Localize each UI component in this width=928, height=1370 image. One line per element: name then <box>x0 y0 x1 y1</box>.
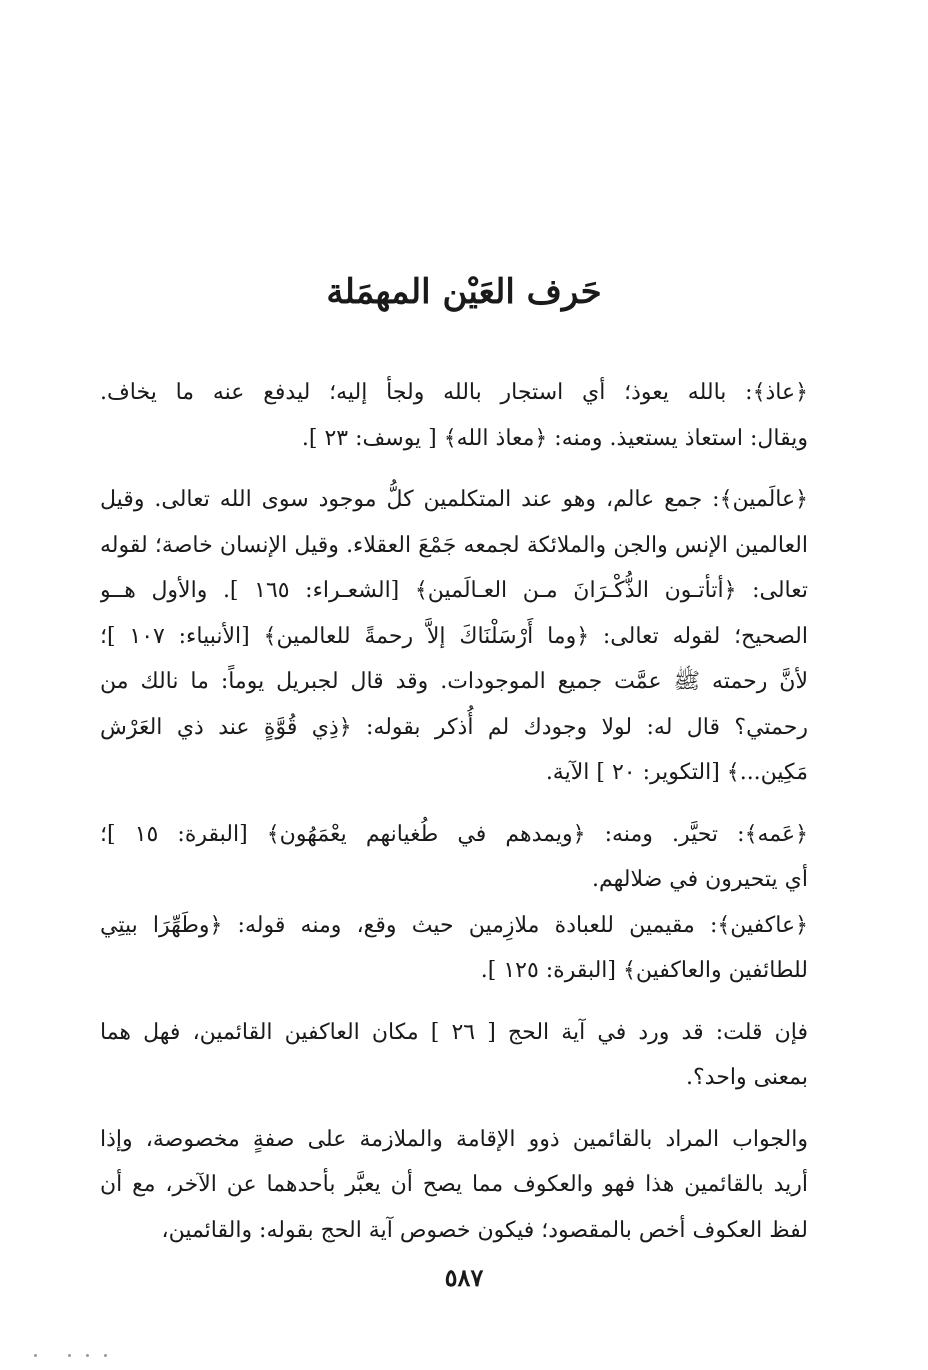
speck <box>68 1354 71 1357</box>
text-line: ﴿عاذ﴾: بالله يعوذ؛ أي استجار بالله ولجأ إليه؛ ليدفع عنه ما يخاف. <box>100 380 808 405</box>
text-line: أريد بالقائمين هذا فهو والعكوف مما يصح أن يعبَّر بأحدهما عن الآخر، مع أن <box>100 1172 808 1197</box>
text-line: بمعنى واحد؟. <box>686 1065 808 1090</box>
speck <box>104 1354 107 1357</box>
text-line: الصحيح؛ لقوله تعالى: ﴿وما أَرْسَلْنَاكَ إلاَّ رحمةً للعالمين﴾ [الأنبياء: ١٠٧ ]؛ <box>100 623 808 649</box>
speck <box>86 1354 89 1357</box>
paragraph-amah <box>100 812 808 903</box>
text-line: للطائفين والعاكفين﴾ [البقرة: ١٢٥ ]. <box>480 958 808 983</box>
text-line: ﴿عالَمين﴾: جمع عالم، وهو عند المتكلمين كلُّ موجود سوى الله تعالى. وقيل <box>100 487 808 512</box>
paragraph-aadha <box>100 370 808 461</box>
body-text <box>100 370 808 1269</box>
text-line: تعالى: ﴿أتأتـون الذُّكْـرَانَ مـن العـالَمين﴾ [الشعـراء: ١٦٥ ]. والأول هــو <box>100 578 808 603</box>
text-line: لفظ العكوف أخص بالمقصود؛ فيكون خصوص آية الحج بقوله: والقائمين، <box>161 1217 808 1243</box>
text-line: العالمين الإنس والجن والملائكة لجمعه جَمْعَ العقلاء. وقيل الإنسان خاصة؛ لقوله <box>100 532 808 558</box>
page-number: ٥٨٧ <box>444 1263 484 1292</box>
text-line: ﴿عاكفين﴾: مقيمين للعبادة ملازِمين حيث وقع، ومنه قوله: ﴿وطَهِّرَا بيتِي <box>100 912 808 938</box>
text-line: مَكِين...﴾ [التكوير: ٢٠ ] الآية. <box>545 760 808 785</box>
scan-specks <box>34 1352 124 1358</box>
chapter-title: حَرف العَيْن المهمَلة <box>326 272 602 312</box>
text-line: والجواب المراد بالقائمين ذوو الإقامة والملازمة على صفةٍ مخصوصة، وإذا <box>100 1126 808 1152</box>
paragraph-alamin <box>100 477 808 796</box>
text-line: أي يتحيرون في ضلالهم. <box>592 867 808 892</box>
text-line: فإن قلت: قد ورد في آية الحج [ ٢٦ ] مكان العاكفين القائمين، فهل هما <box>100 1019 808 1045</box>
paragraph-answer <box>100 1117 808 1254</box>
speck <box>34 1354 37 1357</box>
text-line: لأنَّ رحمته ﷺ عمَّت جميع الموجودات. وقد قال لجبريل يوماً: ما نالك من <box>100 669 808 694</box>
paragraph-akifin <box>100 903 808 994</box>
text-line: ﴿عَمه﴾: تحيَّر. ومنه: ﴿ويمدهم في طُغيانهم يعْمَهُون﴾ [البقرة: ١٥ ]؛ <box>100 821 808 847</box>
text-line: ويقال: استعاذ يستعيذ. ومنه: ﴿معاذ الله﴾ [ يوسف: ٢٣ ]. <box>301 425 808 451</box>
text-line: رحمتي؟ قال له: لولا وجودك لم أُذكر بقوله: ﴿ذِي قُوَّةٍ عند ذي العَرْش <box>100 714 808 740</box>
paragraph-question <box>100 1010 808 1101</box>
